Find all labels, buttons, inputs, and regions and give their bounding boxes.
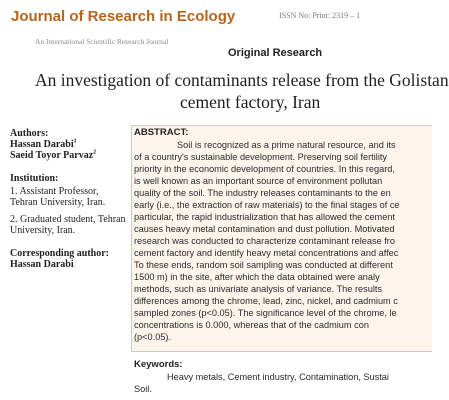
abstract-line: early (i.e., the extraction of raw materials) to the final stages of ce xyxy=(134,200,400,210)
institution-1-line2: Tehran University, Iran. xyxy=(10,197,106,208)
abstract-line: To these ends, random soil sampling was conducted at different xyxy=(134,260,393,270)
abstract-line: of a country's sustainable development. Preserving soil fertility xyxy=(134,152,388,162)
journal-title: Journal of Research in Ecology xyxy=(11,8,236,25)
abstract-line: differences among the chrome, lead, zinc, nickel, and cadmium c xyxy=(134,296,398,306)
author-2 xyxy=(10,150,96,161)
corresponding-heading: Corresponding author: xyxy=(10,248,109,259)
abstract-line: is well known as an important source of environment pollutan xyxy=(134,176,383,186)
abstract-line: sampled zones (p<0.05). The significance level of the chrome, le xyxy=(134,308,397,318)
article-title-line2: cement factory, Iran xyxy=(180,92,321,112)
abstract-heading: ABSTRACT: xyxy=(134,127,189,138)
author-1-name: Hassan Darabi xyxy=(10,139,74,150)
abstract-line: Soil is recognized as a prime natural resource, and its xyxy=(177,140,396,150)
issn-text: ISSN No: Print: 2319 – 1 xyxy=(279,11,361,20)
institution-1-line1: 1. Assistant Professor, xyxy=(10,186,99,197)
keywords-line2: Soil. xyxy=(134,384,152,394)
abstract-line: priority in the economic development of countries. In this regard, xyxy=(134,164,395,174)
abstract-line: 1500 m) in the site, after which the data obtained were analy xyxy=(134,272,380,282)
author-1 xyxy=(10,139,77,150)
abstract-line: (p<0.05). xyxy=(134,332,172,342)
abstract-line: particular, the rapid industrialization that has allowed the cement xyxy=(134,212,395,222)
keywords-heading: Keywords: xyxy=(134,359,183,370)
abstract-line: concentrations is 0.000, whereas that of the cadmium con xyxy=(134,320,369,330)
author-2-name: Saeid Toyor Parvaz xyxy=(10,150,94,161)
authors-heading: Authors: xyxy=(10,128,49,139)
institution-2-line1: 2. Graduated student, Tehran xyxy=(10,214,126,225)
section-label: Original Research xyxy=(228,47,323,59)
abstract-line: cement factory and identify heavy metal concentrations and affec xyxy=(134,248,399,258)
abstract-line: causes heavy metal contamination and dust pollution. Motivated xyxy=(134,224,395,234)
keywords-line1: Heavy metals, Cement industry, Contamination, Sustai xyxy=(167,372,389,382)
institution-heading: Institution: xyxy=(10,173,59,184)
abstract-line: quality of the soil. The industry releases contaminants to the en xyxy=(134,188,391,198)
institution-2-line2: University, Iran. xyxy=(10,225,76,236)
journal-subline: An International Scientific Research Journal xyxy=(35,37,169,46)
abstract-line: research was conducted to characterize contaminant release fro xyxy=(134,236,395,246)
article-title-line1: An investigation of contaminants release from the Golistan xyxy=(35,70,449,90)
author-2-affiliation: 2 xyxy=(93,149,97,156)
corresponding-author: Hassan Darabi xyxy=(10,259,74,270)
author-1-affiliation: 1 xyxy=(73,138,77,145)
abstract-line: methods, such as univariate analysis of variance. The results xyxy=(134,284,383,294)
